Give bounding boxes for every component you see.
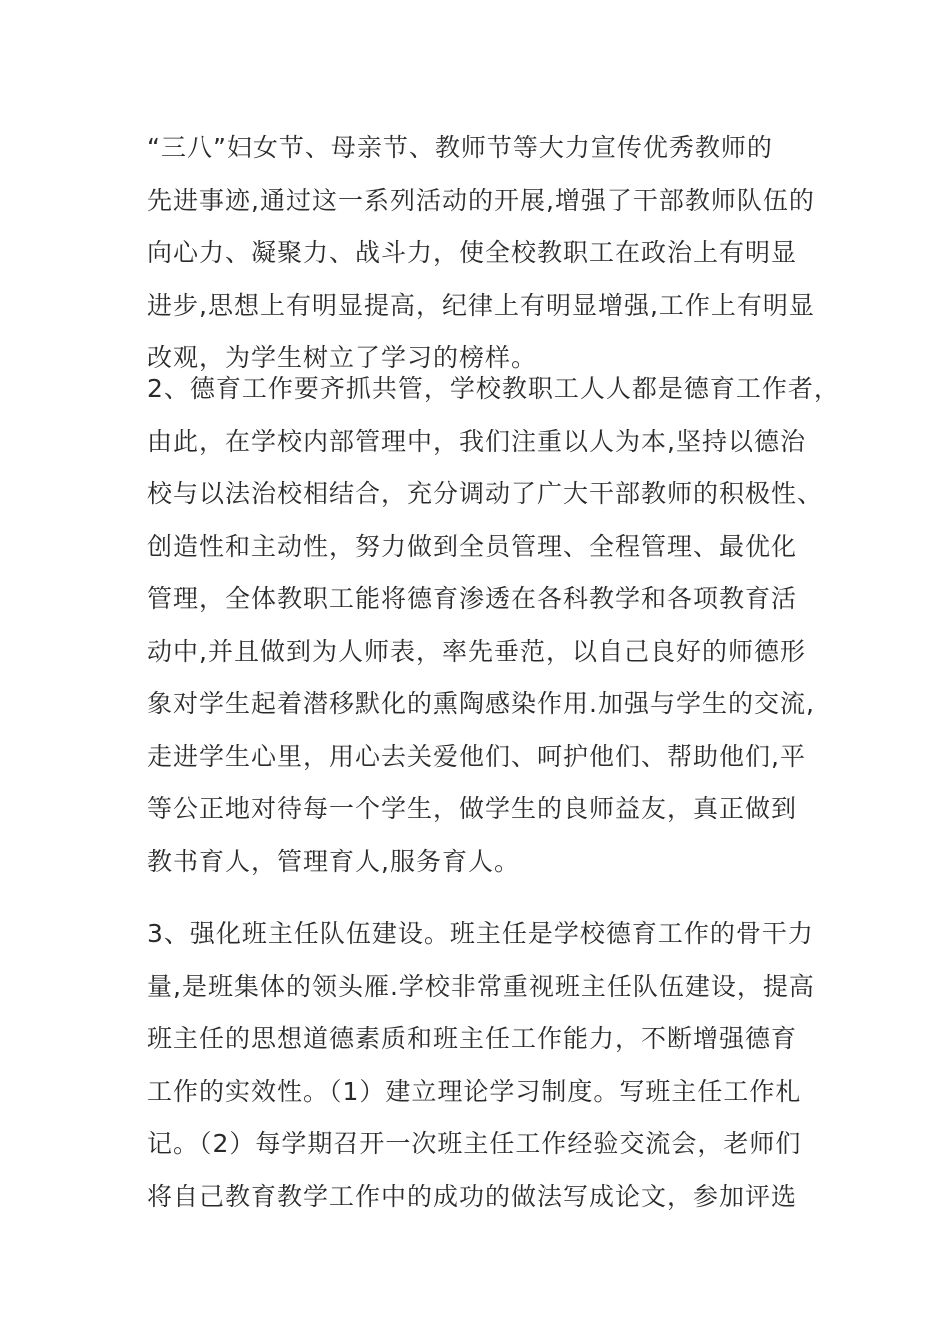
- paragraph-moral-education: [147, 363, 840, 888]
- text-line: 动中,并且做到为人师表，率先垂范，以自己良好的师德形: [147, 636, 806, 666]
- text-line: 管理，全体教职工能将德育渗透在各科教学和各项教育活: [147, 584, 798, 613]
- text-line: 校与以法治校相结合，充分调动了广大干部教师的积极性、: [147, 479, 824, 508]
- text-line: 创造性和主动性，努力做到全员管理、全程管理、最优化: [147, 531, 798, 561]
- text-line: “三八”妇女节、母亲节、教师节等大力宣传优秀教师的: [147, 133, 773, 162]
- text-line: 将自己教育教学工作中的成功的做法写成论文，参加评选: [147, 1181, 798, 1211]
- text-line: 教书育人，管理育人,服务育人。: [147, 846, 520, 876]
- text-line: 由此，在学校内部管理中，我们注重以人为本,坚持以德治: [147, 426, 806, 456]
- paragraph-teacher-ethics: [147, 122, 817, 385]
- text-line: 等公正地对待每一个学生，做学生的良师益友，真正做到: [147, 794, 798, 823]
- text-line: 工作的实效性。（1）建立理论学习制度。写班主任工作札: [147, 1076, 802, 1106]
- text-line: 记。（2）每学期召开一次班主任工作经验交流会，老师们: [147, 1129, 802, 1158]
- text-line: 3、强化班主任队伍建设。班主任是学校德育工作的骨干力: [147, 919, 814, 948]
- text-line: 先进事迹,通过这一系列活动的开展,增强了干部教师队伍的: [147, 185, 815, 215]
- text-line: 2、德育工作要齐抓共管，学校教职工人人都是德育工作者，: [147, 374, 840, 403]
- text-line: 走进学生心里，用心去关爱他们、呵护他们、帮助他们,平: [147, 741, 806, 771]
- text-line: 进步,思想上有明显提高，纪律上有明显增强,工作上有明显: [147, 290, 815, 320]
- text-line: 象对学生起着潜移默化的熏陶感染作用.加强与学生的交流,: [147, 689, 815, 718]
- text-line: 改观，为学生树立了学习的榜样。: [147, 343, 538, 372]
- text-line: 向心力、凝聚力、战斗力，使全校教职工在政治上有明显: [147, 238, 798, 267]
- text-line: 量,是班集体的领头雁.学校非常重视班主任队伍建设，提高: [147, 971, 815, 1001]
- text-line: 班主任的思想道德素质和班主任工作能力，不断增强德育: [147, 1024, 798, 1053]
- paragraph-class-teachers: [147, 908, 817, 1223]
